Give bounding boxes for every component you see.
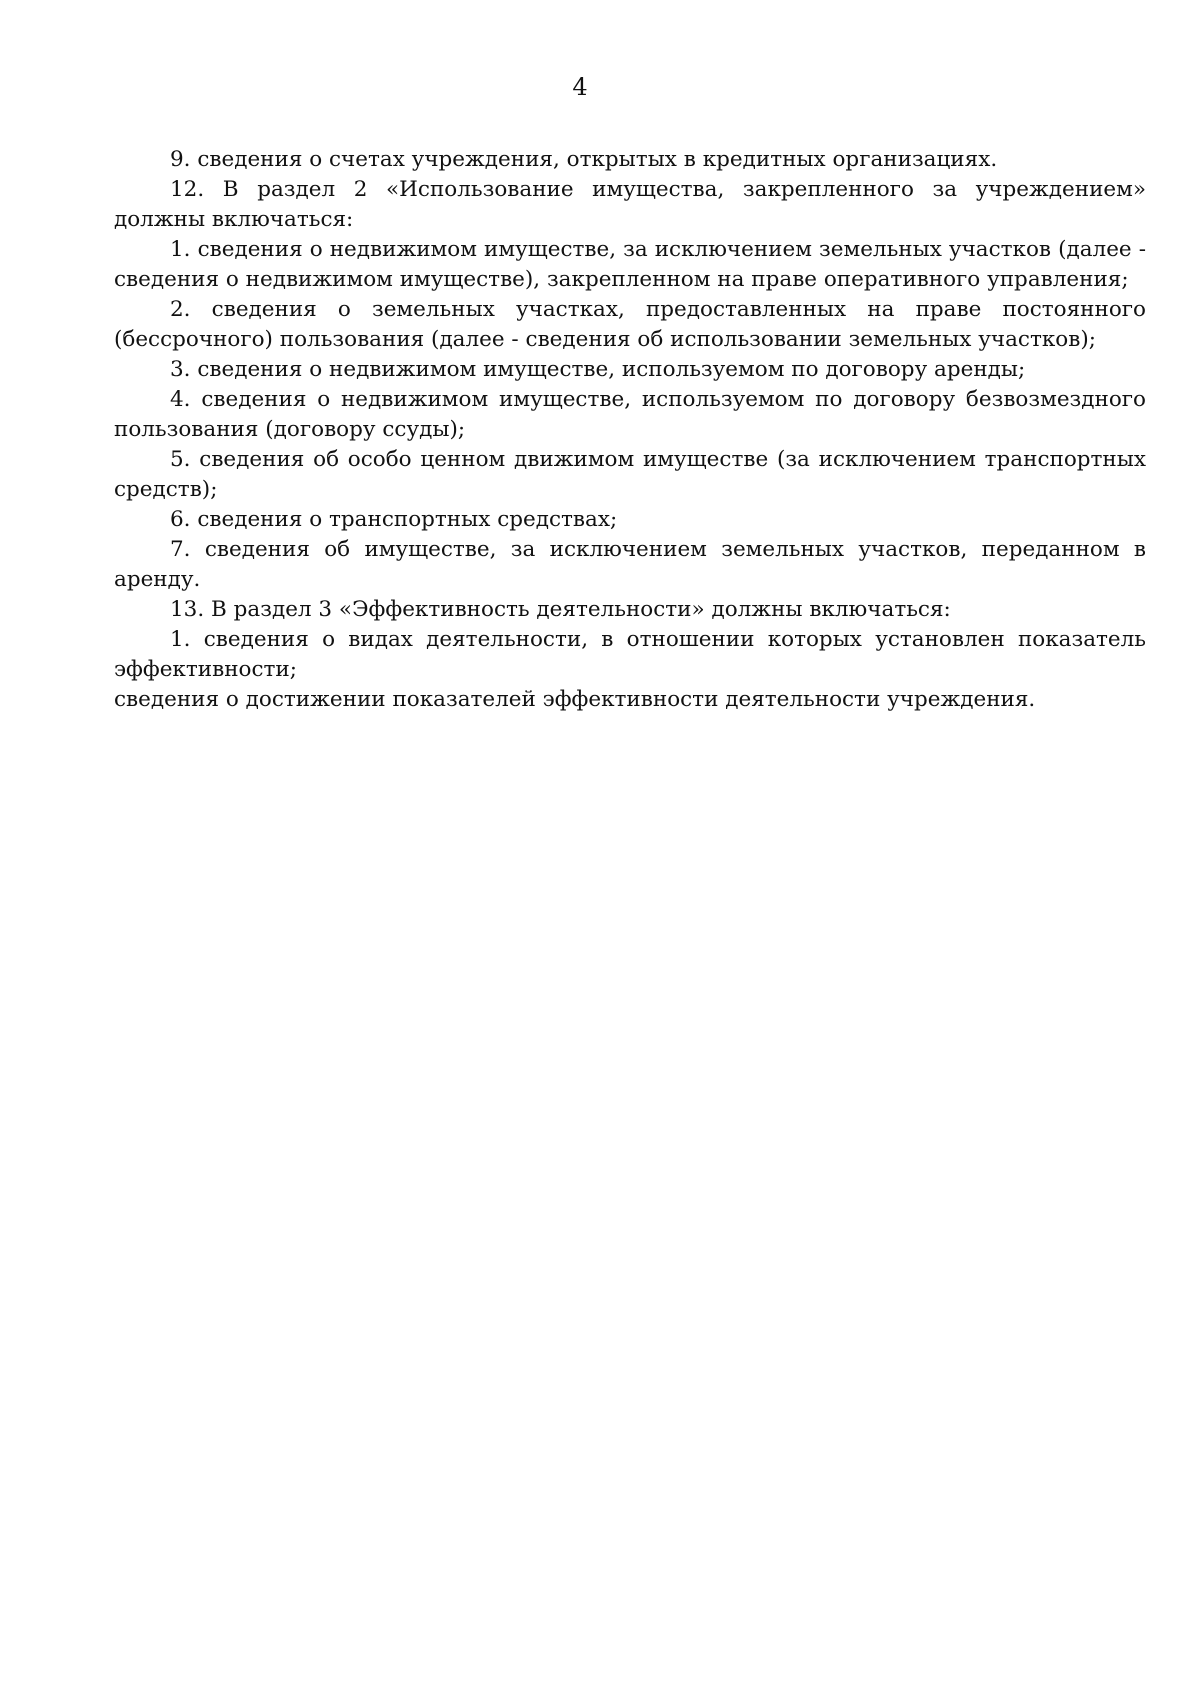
page-number: 4 — [572, 73, 588, 101]
paragraph-item-9: 9. сведения о счетах учреждения, открытых в кредитных организациях. — [170, 147, 998, 172]
paragraph-item-7: 7. сведения об имуществе, за исключением земельных участков, переданном в аренду. — [114, 537, 1146, 592]
paragraph-item-5: 5. сведения об особо ценном движимом имуществе (за исключением транспортных средств); — [114, 447, 1146, 502]
document-body — [114, 145, 1146, 715]
paragraph-item-3: 3. сведения о недвижимом имуществе, используемом по договору аренды; — [170, 357, 1026, 382]
paragraph-item-6: 6. сведения о транспортных средствах; — [170, 507, 618, 532]
paragraph-item-1: 1. сведения о недвижимом имуществе, за исключением земельных участков (далее - сведения о недвижимом имуществе), закрепленном на праве оперативного управления; — [114, 237, 1146, 292]
paragraph-item-2: 2. сведения о земельных участках, предоставленных на праве постоянного (бессрочного) пользования (далее - сведения об использовании земельных участков); — [114, 297, 1146, 352]
paragraph-section-13-item-2: сведения о достижении показателей эффективности деятельности учреждения. — [114, 687, 1036, 712]
paragraph-section-13-item-1: 1. сведения о видах деятельности, в отношении которых установлен показатель эффективности; — [114, 627, 1146, 682]
paragraph-item-4: 4. сведения о недвижимом имуществе, используемом по договору безвозмездного пользования (договору ссуды); — [114, 387, 1146, 442]
paragraph-section-12: 12. В раздел 2 «Использование имущества, закрепленного за учреждением» должны включаться: — [114, 177, 1146, 232]
paragraph-section-13: 13. В раздел 3 «Эффективность деятельности» должны включаться: — [170, 597, 951, 622]
